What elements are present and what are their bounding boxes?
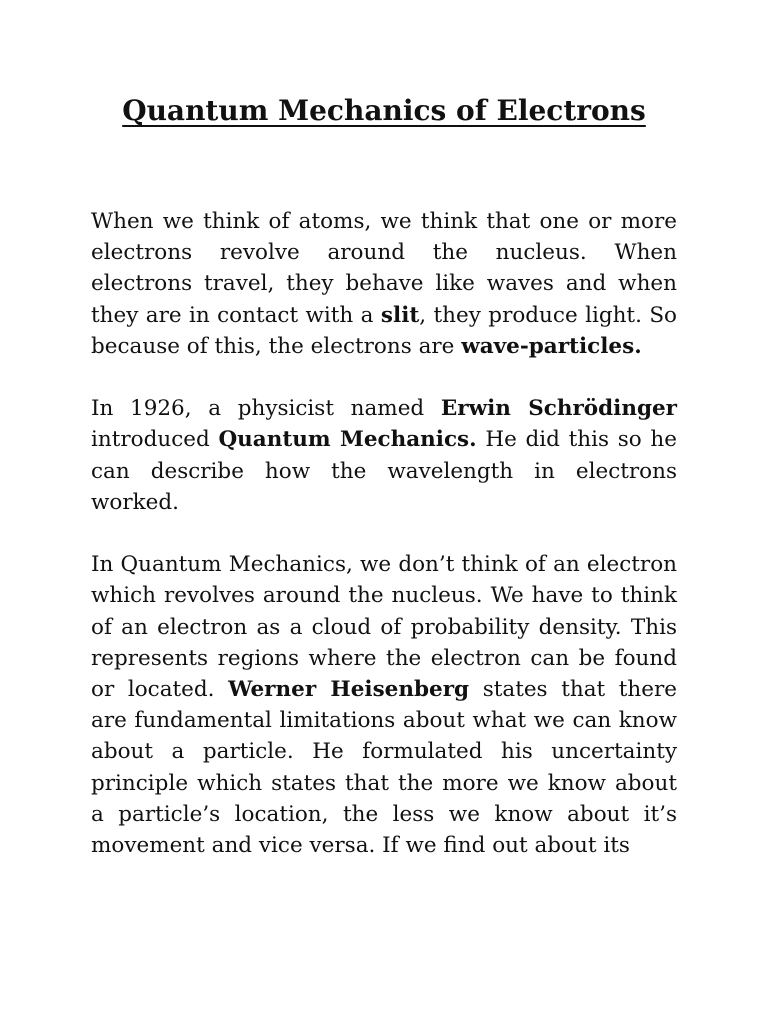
bold-term-erwin-schrodinger: Erwin Schrödinger: [440, 396, 677, 422]
paragraph: [91, 206, 677, 362]
bold-term-werner-heisenberg: Werner Heisenberg: [228, 677, 470, 703]
paragraph-text: , they produce light. So because of this, the electrons are: [91, 302, 677, 359]
bold-term-wave-particles: wave-particles.: [461, 333, 642, 359]
bold-term-slit: slit: [380, 302, 420, 328]
paragraph-text: states that there are fundamental limitations about what we can know about a particle. He formulated his uncertainty principle which states that the more we know about a particle’s location, the less we know about it’s movement and vice versa. If we find out about its: [91, 677, 677, 859]
document-body: [91, 206, 677, 892]
paragraph: [91, 549, 677, 861]
paragraph-text: He did this so he can describe how the wavelength in electrons worked.: [91, 427, 677, 515]
paragraph-text: When we think of atoms, we think that one or more electrons revolve around the nucleus. When electrons travel, they behave like waves and when they are in contact with a: [91, 209, 677, 328]
document-title: [0, 93, 768, 129]
document-title-text: Quantum Mechanics of Electrons: [122, 94, 646, 127]
bold-term-quantum-mechanics: Quantum Mechanics.: [218, 427, 477, 453]
paragraph-text: In Quantum Mechanics, we don’t think of an electron which revolves around the nucleus. We have to think of an electron as a cloud of probability density. This represents regions where the electron can be found or located.: [91, 552, 677, 703]
paragraph: [91, 393, 677, 518]
paragraph-text: introduced: [91, 427, 219, 453]
paragraph-text: In 1926, a physicist named: [91, 396, 441, 422]
